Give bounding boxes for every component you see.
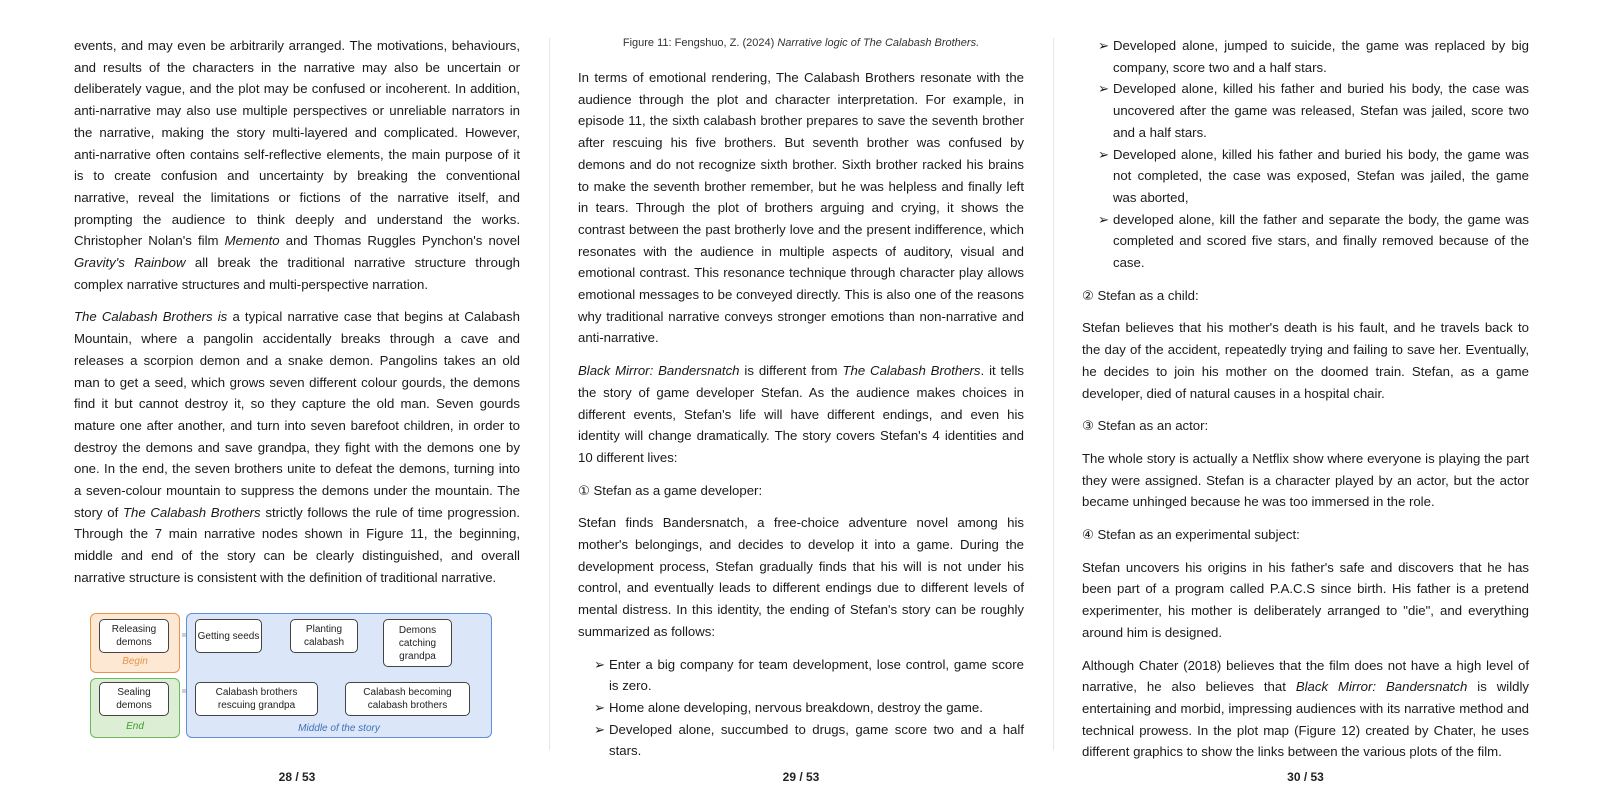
heading-child: ② Stefan as a child: — [1082, 287, 1199, 303]
arrow-bullet-icon: ➢ — [594, 656, 606, 672]
arrow-bullet-icon: ➢ — [1098, 38, 1110, 53]
list-item-text: Home alone developing, nervous breakdown, destroy the game. — [609, 699, 983, 715]
arrow-bullet-icon: ➢ — [594, 699, 606, 715]
heading-experimental-subject: ④ Stefan as an experimental subject: — [1082, 527, 1300, 543]
page-29-text — [578, 67, 1024, 773]
text-run: strictly follows the rule of time progression. Through the 7 main narrative nodes shown in Figure 11, the beginning, middle and end of the story can be clearly distinguished, and overall narrative structure is consistent with the definition of traditional narrative. — [74, 504, 520, 585]
list-item-text: developed alone, kill the father and separate the body, the game was completed and scored five stars, and finally removed because of the case. — [1113, 211, 1529, 271]
list-item — [578, 719, 1024, 762]
node-planting-calabash: Planting calabash — [290, 619, 358, 653]
endings-list — [578, 654, 1024, 763]
node-getting-seeds: Getting seeds — [195, 619, 262, 653]
list-item-text: Developed alone, jumped to suicide, the game was replaced by big company, score two and a half stars. — [1113, 38, 1529, 75]
title-bandersnatch: Black Mirror: Bandersnatch — [578, 363, 740, 379]
arrow-bullet-icon: ➢ — [1098, 146, 1110, 162]
endings-list-continued — [1082, 35, 1529, 274]
list-item — [1082, 78, 1529, 143]
page-30 — [1082, 0, 1529, 785]
begin-label: Begin — [122, 656, 148, 667]
end-label: End — [126, 721, 144, 732]
middle-label: Middle of the story — [298, 723, 380, 734]
text-run: . it tells the story of game developer Stefan. As the audience makes choices in different events, Stefan's life will have different endings, and even his identity will change dramatically. The story covers Stefan's 4 identities and 10 different lives: — [578, 363, 1025, 465]
paragraph-actor: The whole story is actually a Netflix show where everyone is playing the part they were assigned. Stefan is a character played by an actor, but the actor became unhinged because he was too immersed in the role. — [1082, 450, 1529, 510]
paragraph-game-developer: Stefan finds Bandersnatch, a free-choice adventure novel among his mother's belongings, and decides to develop it into a game. During the development process, Stefan gradually finds that his will is not under his control, and eventually leads to different endings due to different levels of mental distress. In this identity, the ending of Stefan's story can be roughly summarized as follows: — [578, 515, 1024, 639]
page-number: 28 / 53 — [278, 770, 316, 784]
figure-caption — [578, 37, 1024, 49]
list-item — [578, 654, 1024, 697]
page-29 — [578, 0, 1024, 785]
list-item-text: Developed alone, killed his father and buried his body, the game was not completed, the case was exposed, Stefan was jailed, the game was aborted, — [1113, 146, 1529, 205]
list-item — [578, 697, 1024, 719]
heading-game-developer: ① Stefan as a game developer: — [578, 482, 763, 498]
title-calabash-brothers: The Calabash Brothers — [842, 363, 981, 379]
caption-source: Figure 11: Fengshuo, Z. (2024) — [622, 37, 775, 49]
text-run: and Thomas Ruggles Pynchon's novel — [285, 233, 520, 249]
list-item-text: Developed alone, succumbed to drugs, game score two and a half stars. — [609, 721, 1024, 759]
title-bandersnatch: Black Mirror: Bandersnatch — [1295, 679, 1468, 695]
arrow-bullet-icon: ➢ — [594, 721, 606, 737]
heading-actor: ③ Stefan as an actor: — [1082, 418, 1209, 434]
paragraph-calabash-story — [74, 306, 520, 588]
text-run: Although Chater (2018) believes that the film does not have a high level of narrative, he also believes that — [1082, 657, 1529, 695]
paragraph-experimental-subject: Stefan uncovers his origins in his father's safe and discovers that he has been part of a program called P.A.C.S since birth. His father is a pretend experimenter, his mother is deliberately arranged to "die", and everything around him is designed. — [1082, 559, 1529, 640]
text-run: a typical narrative case that begins at Calabash Mountain, where a pangolin accidentally breaks through a cave and releases a scorpion demon and a snake demon. Pangolins takes an old man to get a seed, which grows seven different colour gourds, the demons find it but cannot destroy it, so they capture the old man. Seven gourds mature one after another, and turn into seven barefoot children, in order to destroy the demons and save grandpa, they fight with the demons one by one. In the end, the seven brothers unite to defeat the demons, turning into a seven-colour mountain to suppress the demons under the mountain. The story of — [74, 309, 520, 520]
page-28-text — [74, 35, 520, 600]
paragraph-bandersnatch-intro — [578, 360, 1024, 469]
narrative-logic-diagram — [90, 613, 500, 741]
arrow-bullet-icon: ➢ — [1098, 211, 1110, 227]
list-item — [1082, 35, 1529, 78]
title-calabash-brothers: The Calabash Brothers is — [74, 309, 228, 325]
node-demons-catching-grandpa: Demons catching grandpa — [383, 619, 452, 667]
list-item — [1082, 144, 1529, 209]
list-item-text: Developed alone, killed his father and buried his body, the case was uncovered after the game was released, Stefan was jailed, score two and a half stars. — [1113, 81, 1529, 140]
paragraph-chater — [1082, 655, 1529, 764]
list-item-text: Enter a big company for team development, lose control, game score is zero. — [609, 656, 1024, 694]
page-number: 29 / 53 — [782, 770, 820, 784]
list-item — [1082, 209, 1529, 274]
paragraph-child: Stefan believes that his mother's death is his fault, and he travels back to the day of the accident, repeatedly trying and failing to save her. Eventually, he decides to join his mother on the doomed train. Stefan, as a game developer, died of natural causes in a hospital chair. — [1082, 320, 1529, 401]
page-separator-1 — [549, 38, 550, 750]
node-sealing-demons: Sealing demons — [99, 682, 169, 716]
node-releasing-demons: Releasing demons — [99, 619, 169, 653]
text-run: is different from — [744, 363, 838, 379]
text-run: is wildly entertaining and morbid, impressing audiences with its narrative method and technical prowess. In the plot map (Figure 12) created by Chater, he uses different graphics to show the links between the various plots of the film. — [1082, 679, 1529, 760]
paragraph-anti-narrative — [74, 35, 520, 295]
node-calabash-becoming-calabash-brothers: Calabash becoming calabash brothers — [345, 682, 470, 716]
title-calabash-brothers: The Calabash Brothers — [122, 504, 261, 520]
title-gravitys-rainbow: Gravity's Rainbow — [74, 255, 186, 271]
caption-title: Narrative logic of The Calabash Brothers. — [777, 37, 980, 49]
text-run: events, and may even be arbitrarily arranged. The motivations, behaviours, and results of the characters in the narrative may also be uncertain or deliberately vague, and the plot may be confused or incoherent. In addition, anti-narrative may also use multiple perspectives or unreliable narrators in the narrative, making the story multi-layered and complicated. However, anti-narrative often contains self-reflective elements, the main purpose of it is to create confusion and uncertainty by breaking the conventional narrative, reveal the limitations or fictions of the narrative itself, and prompting the audience to think deeply and understand the works. Christopher Nolan's film — [74, 38, 520, 249]
page-28 — [74, 0, 520, 785]
page-separator-2 — [1053, 38, 1054, 750]
arrow-bullet-icon: ➢ — [1098, 81, 1110, 97]
title-memento: Memento — [224, 233, 280, 249]
text-run: all break the traditional narrative structure through complex narrative structures and multi-perspective narration. — [74, 255, 521, 292]
paragraph-emotional-rendering: In terms of emotional rendering, The Calabash Brothers resonate with the audience through the plot and character interpretation. For example, in episode 11, the sixth calabash brother prepares to save the seventh brother after rescuing his five brothers. But seventh brother was confused by demons and do not recognize sixth brother. Sixth brother racked his brains to make the seventh brother remember, but he was helpless and finally left in tears. Through the plot of brothers arguing and crying, it shows the contrast between the past brotherly love and the present indifference, which resonates with the audience in multiple aspects of auditory, visual and emotional contrast. This resonance technique through character play allows emotional messages to be conveyed directly. This is also one of the reasons why traditional narrative conveys stronger emotions than non-narrative and anti-narrative. — [578, 70, 1024, 346]
page-number: 30 / 53 — [1287, 770, 1324, 784]
page-30-text — [1082, 35, 1529, 774]
node-calabash-brothers-rescuing-grandpa: Calabash brothers rescuing grandpa — [195, 682, 318, 716]
